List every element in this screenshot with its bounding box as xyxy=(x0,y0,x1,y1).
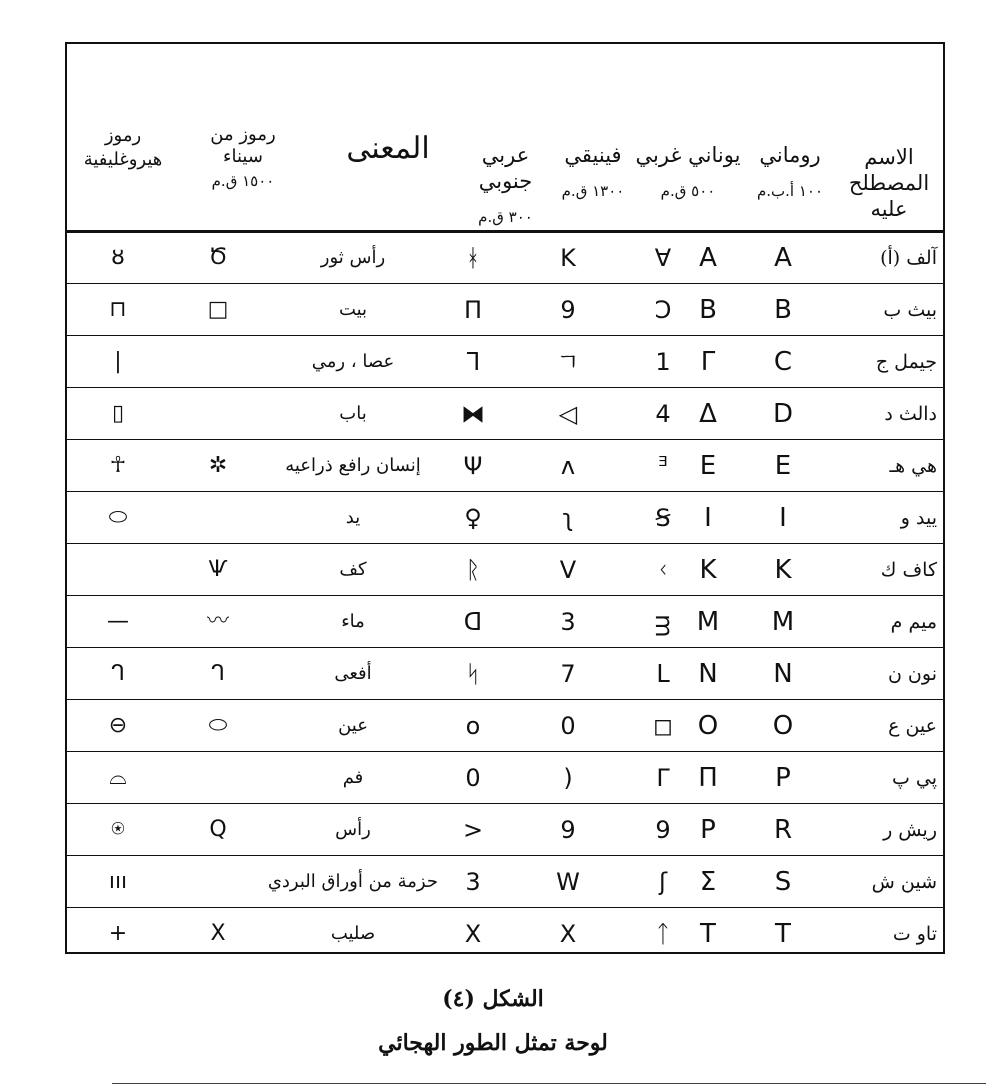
cell-greek: T xyxy=(700,919,716,949)
cell-meaning: باب xyxy=(339,403,367,424)
cell-roman: S xyxy=(774,867,792,897)
figure-title: لوحة تمثل الطور الهجائي xyxy=(378,1030,608,1056)
cell-sarab: V xyxy=(559,556,577,584)
cell-phoen: Ↄ xyxy=(654,296,672,324)
table-row xyxy=(67,284,943,336)
cell-sinai: Ծ xyxy=(208,245,228,270)
cell-hiero: ᒉ xyxy=(111,661,125,686)
cell-meaning: كف xyxy=(339,559,367,580)
cell-hiero: — xyxy=(107,609,129,634)
cell-name: دالث د xyxy=(884,403,937,425)
cell-sinai: ✲ xyxy=(208,453,228,478)
cell-roman: M xyxy=(771,607,795,637)
cell-phoen: ᛏ xyxy=(655,920,671,948)
cell-name: ميم م xyxy=(890,611,937,633)
cell-sarab: ㄱ xyxy=(556,348,580,376)
cell-sarab: W xyxy=(556,868,580,896)
table-row xyxy=(67,544,943,596)
cell-phoen: Γ xyxy=(656,764,670,792)
cell-greek: Π xyxy=(698,763,718,793)
cell-roman: R xyxy=(773,815,793,845)
cell-name: آلف (أ) xyxy=(880,247,937,269)
cell-phoen: Ꞩ xyxy=(655,504,671,532)
bottom-rule xyxy=(112,1083,986,1084)
cell-ext: Π xyxy=(463,296,483,324)
cell-greek: Σ xyxy=(699,867,717,897)
cell-sinai xyxy=(183,492,253,544)
cell-meaning: أفعى xyxy=(334,663,372,684)
table-row xyxy=(67,596,943,648)
cell-sarab: ᴧ xyxy=(560,452,576,480)
cell-sinai: X xyxy=(210,921,226,946)
cell-phoen: ◻ xyxy=(653,712,673,740)
cell-phoen: ᒪ xyxy=(656,660,670,688)
cell-roman: B xyxy=(774,295,792,325)
cell-meaning: عين xyxy=(338,715,368,736)
cell-name: ريش ر xyxy=(883,819,937,841)
cell-ext: 0 xyxy=(465,764,481,792)
cell-sarab: K xyxy=(560,244,576,272)
cell-meaning: رأس ثور xyxy=(320,247,386,268)
header-south-arabian: عربي جنوبي ٣٠٠ ق.م xyxy=(458,142,553,230)
cell-greek: Δ xyxy=(699,399,717,429)
cell-hiero: + xyxy=(108,921,128,946)
table-row xyxy=(67,648,943,700)
cell-name: شين ش xyxy=(871,871,937,893)
cell-hiero: ⍟ xyxy=(111,817,125,842)
cell-greek: P xyxy=(700,815,716,845)
cell-roman: E xyxy=(774,451,792,481)
cell-name: پي پ xyxy=(891,767,937,789)
table-row xyxy=(67,232,943,284)
cell-ext: 3 xyxy=(465,868,481,896)
cell-greek: I xyxy=(704,503,712,533)
cell-ext: o xyxy=(465,712,481,740)
header-sinai: رموز من سيناء ١٥٠٠ ق.م xyxy=(193,124,293,192)
header-phoenician-date: ١٣٠٠ ق.م xyxy=(561,182,625,200)
cell-sinai: □ xyxy=(207,297,229,322)
alphabet-table xyxy=(65,42,945,954)
cell-meaning: رأس xyxy=(335,819,371,840)
cell-ext: ♀ xyxy=(464,504,482,532)
cell-meaning: إنسان رافع ذراعيه xyxy=(285,455,421,476)
cell-sinai xyxy=(183,388,253,440)
cell-phoen: 9 xyxy=(655,816,671,844)
cell-meaning: فم xyxy=(342,767,364,788)
cell-meaning: صليب xyxy=(330,923,376,944)
cell-meaning: حزمة من أوراق البردي xyxy=(267,871,438,892)
table-row xyxy=(67,336,943,388)
cell-hiero: ⬭ xyxy=(108,505,128,530)
header-greek: يوناني غربي ٥٠٠ ق.م xyxy=(633,142,743,204)
table-row xyxy=(67,700,943,752)
cell-meaning: يد xyxy=(345,507,361,528)
cell-roman: N xyxy=(773,659,793,689)
table-row xyxy=(67,752,943,804)
cell-roman: O xyxy=(772,711,794,741)
cell-name: ييد و xyxy=(900,507,937,529)
cell-phoen: 4 xyxy=(655,400,671,428)
cell-ext: X xyxy=(464,920,482,948)
cell-ext: Ψ xyxy=(463,452,483,480)
cell-roman: K xyxy=(774,555,792,585)
cell-ext: ᚱ xyxy=(465,556,481,584)
cell-sarab: ◁ xyxy=(558,400,578,428)
cell-sinai: Ѱ xyxy=(208,557,228,582)
cell-greek: O xyxy=(697,711,719,741)
cell-name: عين ع xyxy=(888,715,937,737)
cell-name: تاو ت xyxy=(892,923,937,945)
cell-roman: D xyxy=(772,399,794,429)
cell-roman: T xyxy=(775,919,791,949)
table-row xyxy=(67,908,943,960)
cell-sinai: 〰 xyxy=(206,609,229,634)
cell-meaning: عصا ، رمي xyxy=(311,351,395,372)
cell-sinai: Q xyxy=(209,817,227,842)
cell-phoen: ᚲ xyxy=(655,556,671,584)
cell-sarab: 9 xyxy=(560,816,576,844)
cell-hiero: ııı xyxy=(108,869,128,894)
cell-name: جيمل ج xyxy=(875,351,937,373)
cell-phoen: ʃ xyxy=(658,868,668,896)
cell-phoen: 1 xyxy=(655,348,671,376)
header-meaning: المعنى xyxy=(346,131,430,166)
cell-greek: N xyxy=(698,659,718,689)
cell-meaning: ماء xyxy=(341,611,365,632)
table-header xyxy=(67,44,943,233)
cell-hiero: ⊖ xyxy=(108,713,128,738)
header-roman: روماني ١٠٠ أ.ب.م xyxy=(745,142,835,204)
cell-phoen: ᴟ xyxy=(655,608,671,636)
cell-sinai xyxy=(183,336,253,388)
table-row xyxy=(67,804,943,856)
cell-name: نون ن xyxy=(887,663,937,685)
cell-ext: ᛋ xyxy=(465,660,481,688)
header-roman-date: ١٠٠ أ.ب.م xyxy=(756,182,824,200)
cell-sinai xyxy=(183,856,253,908)
cell-sarab: 9 xyxy=(560,296,576,324)
cell-name: كاف ك xyxy=(880,559,937,581)
cell-hiero: ▯ xyxy=(111,401,125,426)
header-hieroglyph: رموز هيروغليفية xyxy=(83,125,163,170)
cell-ext: ⧓ xyxy=(461,400,485,428)
cell-roman: P xyxy=(775,763,791,793)
figure-number: الشكل (٤) xyxy=(442,986,544,1012)
table-row xyxy=(67,440,943,492)
cell-ext: > xyxy=(462,816,484,844)
cell-sarab: X xyxy=(559,920,577,948)
cell-sarab: 3 xyxy=(560,608,576,636)
cell-name: هي هـ xyxy=(889,455,937,477)
cell-sarab: 7 xyxy=(560,660,576,688)
table-row xyxy=(67,856,943,908)
cell-sinai: ᒉ xyxy=(211,661,225,686)
cell-name: بيث ب xyxy=(883,299,937,321)
cell-ext: ᒣ xyxy=(465,348,481,376)
cell-hiero xyxy=(83,544,153,596)
cell-greek: Γ xyxy=(700,347,716,377)
header-greek-date: ٥٠٠ ق.م xyxy=(660,182,716,200)
cell-roman: I xyxy=(779,503,787,533)
cell-sinai: ⬭ xyxy=(208,713,228,738)
cell-roman: A xyxy=(774,243,792,273)
table-row xyxy=(67,492,943,544)
cell-hiero: | xyxy=(114,349,122,374)
cell-sarab: ) xyxy=(563,764,573,792)
cell-hiero: ☥ xyxy=(109,453,127,478)
cell-ext: ᚼ xyxy=(465,244,481,272)
cell-greek: B xyxy=(699,295,717,325)
cell-sarab: ʅ xyxy=(562,504,574,532)
cell-hiero: ȣ xyxy=(111,245,125,270)
cell-greek: M xyxy=(696,607,720,637)
cell-greek: K xyxy=(699,555,717,585)
cell-hiero: ⊓ xyxy=(109,297,127,322)
cell-greek: A xyxy=(699,243,717,273)
cell-phoen: ᴲ xyxy=(658,452,668,480)
cell-hiero: ⌓ xyxy=(109,765,127,790)
cell-sarab: 0 xyxy=(560,712,576,740)
table-row xyxy=(67,388,943,440)
cell-meaning: بيت xyxy=(338,299,368,320)
header-name: الاسم المصطلح عليه xyxy=(848,145,930,221)
cell-sinai xyxy=(183,752,253,804)
cell-roman: C xyxy=(773,347,793,377)
cell-phoen: ∀ xyxy=(654,244,672,272)
cell-ext: ᗡ xyxy=(463,608,483,636)
header-phoenician: فينيقي ١٣٠٠ ق.م xyxy=(553,142,633,204)
header-south-arabian-date: ٣٠٠ ق.م xyxy=(478,208,533,226)
header-sinai-date: ١٥٠٠ ق.م xyxy=(211,172,275,190)
cell-greek: E xyxy=(699,451,717,481)
